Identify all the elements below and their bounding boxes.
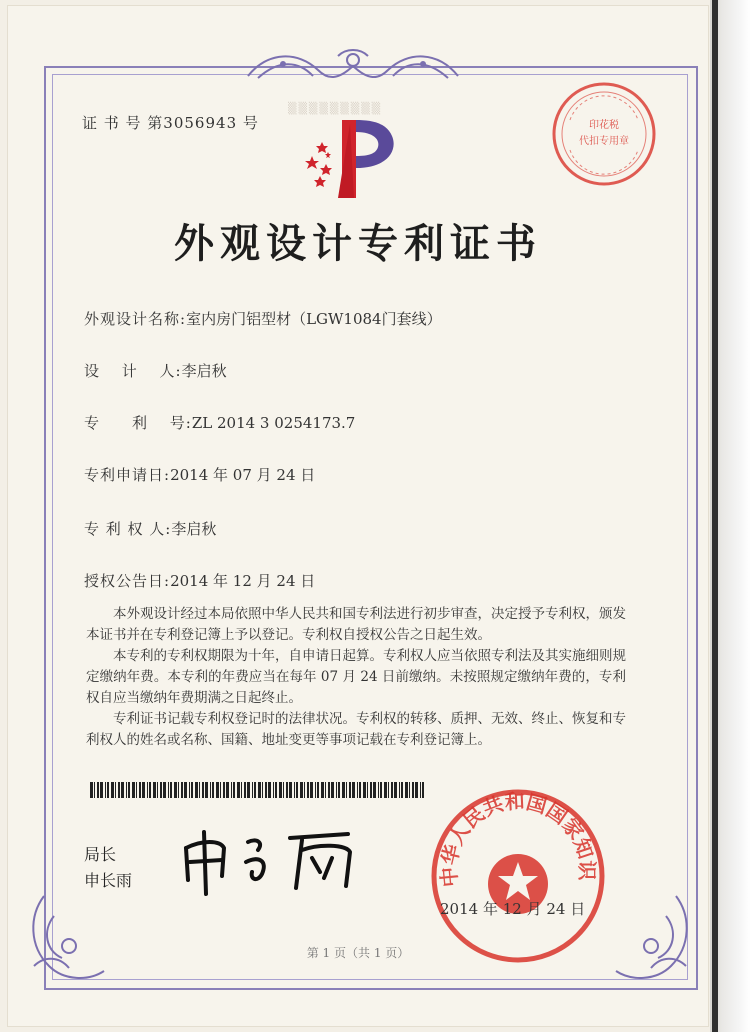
scan-edge [710, 0, 750, 1032]
field-design-name [84, 308, 442, 329]
svg-text:代扣专用章: 代扣专用章 [579, 136, 629, 147]
body-paragraph: 本外观设计经过本局依照中华人民共和国专利法进行初步审查，决定授予专利权，颁发本证书并在专利登记簿上予以登记。专利权自授权公告之日起生效。 [86, 606, 626, 643]
official-seal-icon [428, 786, 608, 966]
field-label: 专 利 权 人: [84, 520, 172, 538]
field-value: ZL 2014 3 0254173.7 [191, 414, 356, 432]
svg-text:印花税: 印花税 [589, 120, 619, 131]
issue-date: 2014 年 12 月 24 日 [440, 900, 586, 918]
certificate-body [86, 604, 626, 751]
field-label: 专利申请日: [84, 466, 171, 484]
field-label: 授权公告日: [84, 572, 171, 590]
field-value: 李启秋 [181, 362, 227, 380]
field-label: 专 利 号: [84, 414, 192, 432]
director-title: 局长 [84, 845, 117, 864]
certificate-paper [8, 6, 708, 1026]
director-name: 申长雨 [84, 871, 133, 890]
top-ornament-icon [238, 46, 468, 90]
certificate-number: 证 书 号 第3056943 号 [82, 114, 259, 132]
body-paragraph: 本专利的专利权期限为十年，自申请日起算。专利权人应当依照专利法及其实施细则规定缴纳年费。本专利的年费应当在每年 07 月 24 日前缴纳。未按照规定缴纳年费的，专利权自应当缴纳年费期满之日起终止。 [86, 648, 626, 706]
field-patent-number [84, 412, 355, 433]
barcode-icon [90, 782, 430, 798]
stamp-duty-seal-icon [550, 80, 658, 188]
watermark-text: ▒▒▒▒▒▒▒▒▒ [288, 102, 383, 115]
bottom-right-ornament-icon [606, 886, 696, 986]
seal-text: 中华人民共和国国家知识 [436, 789, 600, 888]
field-application-date [84, 464, 315, 485]
body-paragraph: 专利证书记载专利权登记时的法律状况。专利权的转移、质押、无效、终止、恢复和专利权人的姓名或名称、国籍、地址变更等事项记载在专利登记簿上。 [86, 711, 626, 748]
patent-office-logo-icon [298, 114, 408, 204]
field-value: 李启秋 [171, 520, 217, 538]
field-patentee [84, 518, 216, 539]
field-grant-date [84, 570, 315, 591]
field-value: 2014 年 12 月 24 日 [170, 572, 316, 590]
field-label: 外观设计名称: [84, 310, 187, 328]
field-value: 室内房门铝型材（LGW1084门套线） [186, 310, 442, 328]
bottom-left-ornament-icon [24, 886, 114, 986]
page-title: 外观设计专利证书 [174, 221, 542, 267]
field-label: 设 计 人: [84, 362, 182, 380]
page-number: 第 1 页（共 1 页） [306, 946, 410, 960]
field-value: 2014 年 07 月 24 日 [170, 466, 316, 484]
field-designer [84, 360, 227, 381]
director-signature-icon [178, 818, 378, 898]
